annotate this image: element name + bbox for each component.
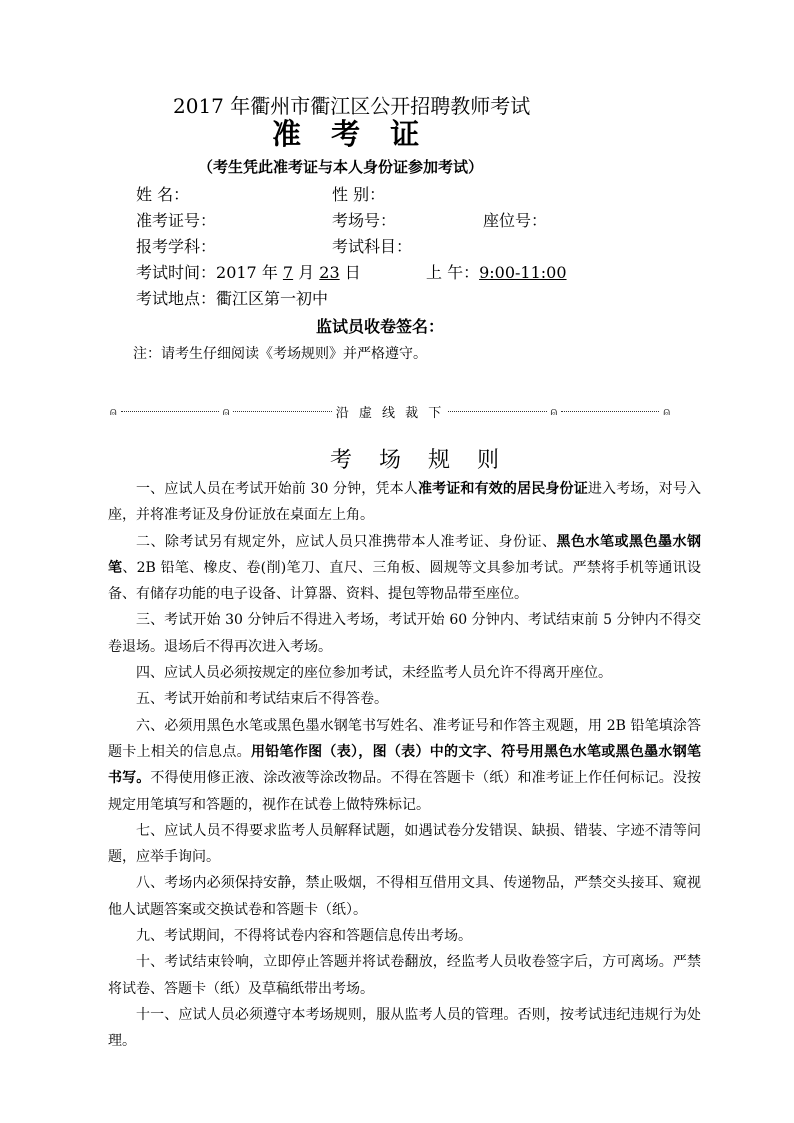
- exam-day: 23: [319, 263, 340, 282]
- rule-item: 十、考试结束铃响，立即停止答题并将试卷翻放，经监考人员收卷签字后，方可离场。严禁将试卷、答题卡（纸）及草稿纸带出考场。: [108, 954, 701, 997]
- invigilator-signature-label: 监试员收卷签名：: [316, 317, 445, 336]
- rule-item: 四、应试人员必须按规定的座位参加考试，未经监考人员允许不得离开座位。: [136, 665, 612, 682]
- cut-dots: [448, 411, 546, 412]
- exam-time-label: 考试时间：: [136, 263, 217, 282]
- room-number-label: 考场号：: [332, 211, 397, 230]
- rule-item: 六、必须用黑色水笔或黑色墨水钢笔书写姓名、准考证号和作答主观题，用 2B 铅笔填涂答题卡上相关的信息点。用铅笔作图（表），图（表）中的文字、符号用黑色水笔或黑色墨水钢笔书写。不得使用修正液、涂改液等涂改物品。不得在答题卡（纸）和准考证上作任何标记。没按规定用笔填写和答题的，视作在试卷上做特殊标记。: [108, 717, 702, 813]
- bell-icon: ⍝: [222, 404, 230, 418]
- exam-subject-label: 考试科目：: [332, 237, 413, 256]
- exam-place-value: 衢江区第一初中: [216, 289, 329, 308]
- rules-list: [108, 476, 701, 1055]
- exam-day-unit: 日: [339, 263, 361, 282]
- exam-month-unit: 月: [293, 263, 320, 282]
- bell-icon: ⍝: [110, 404, 117, 418]
- exam-period-time: 9:00-11:00: [479, 263, 567, 282]
- exam-time-row: [136, 260, 361, 283]
- rule-item: 五、考试开始前和考试结束后不得答卷。: [136, 691, 388, 708]
- cut-dots: [561, 411, 659, 412]
- exam-title: 2017 年衢州市衢江区公开招聘教师考试: [173, 94, 531, 118]
- rule-item: 七、应试人员不得要求监考人员解释试题，如遇试卷分发错误、缺损、错装、字迹不清等问题，应举手询问。: [108, 822, 701, 866]
- gender-label: 性 别：: [332, 185, 386, 204]
- exam-period-row: [426, 260, 567, 283]
- footnote: 注：请考生仔细阅读《考场规则》并严格遵守。: [133, 346, 427, 362]
- admission-ticket-heading: 准 考 证: [272, 117, 430, 151]
- bell-icon: ⍝: [663, 404, 671, 418]
- bell-icon: ⍝: [550, 404, 558, 418]
- subject-label: 报考学科：: [136, 237, 217, 256]
- ticket-number-label: 准考证号：: [136, 211, 217, 230]
- exam-place-row: [136, 286, 328, 309]
- rule-item: 二、除考试另有规定外，应试人员只准携带本人准考证、身份证、黑色水笔或黑色墨水钢笔、2B 铅笔、橡皮、卷(削)笔刀、直尺、三角板、圆规等文具参加考试。严禁将手机等通讯设备、有储存功能的电子设备、计算器、资料、提包等物品带至座位。: [108, 533, 701, 603]
- cut-dots: [121, 411, 219, 412]
- rules-title: 考 场 规 则: [330, 448, 509, 473]
- exam-place-label: 考试地点：: [136, 289, 217, 308]
- rule-item: 八、考场内必须保持安静，禁止吸烟，不得相互借用文具、传递物品，严禁交头接耳、窥视他人试题答案或交换试卷和答题卡（纸）。: [108, 875, 701, 918]
- exam-period-label: 上 午：: [426, 263, 480, 282]
- rule-item: 三、考试开始 30 分钟后不得进入考场，考试开始 60 分钟内、考试结束前 5 分钟内不得交卷退场。退场后不得再次进入考场。: [108, 612, 701, 655]
- seat-number-label: 座位号：: [483, 211, 548, 230]
- name-label: 姓 名：: [136, 185, 190, 204]
- rule-item: 十一、应试人员必须遵守本考场规则，服从监考人员的管理。否则，按考试违纪违规行为处理。: [108, 1006, 701, 1050]
- rule-item: 九、考试期间，不得将试卷内容和答题信息传出考场。: [136, 928, 472, 945]
- cut-dots: [233, 411, 331, 412]
- cut-line-label: 沿 虚 线 裁 下: [335, 406, 445, 421]
- ticket-note: （考生凭此准考证与本人身份证参加考试）: [198, 158, 484, 176]
- exam-year: 2017 年: [216, 263, 283, 282]
- exam-month: 7: [282, 263, 294, 282]
- rule-item: 一、应试人员在考试开始前 30 分钟，凭本人准考证和有效的居民身份证进入考场，对号入座，并将准考证及身份证放在桌面左上角。: [108, 481, 702, 524]
- cut-line: [110, 402, 670, 421]
